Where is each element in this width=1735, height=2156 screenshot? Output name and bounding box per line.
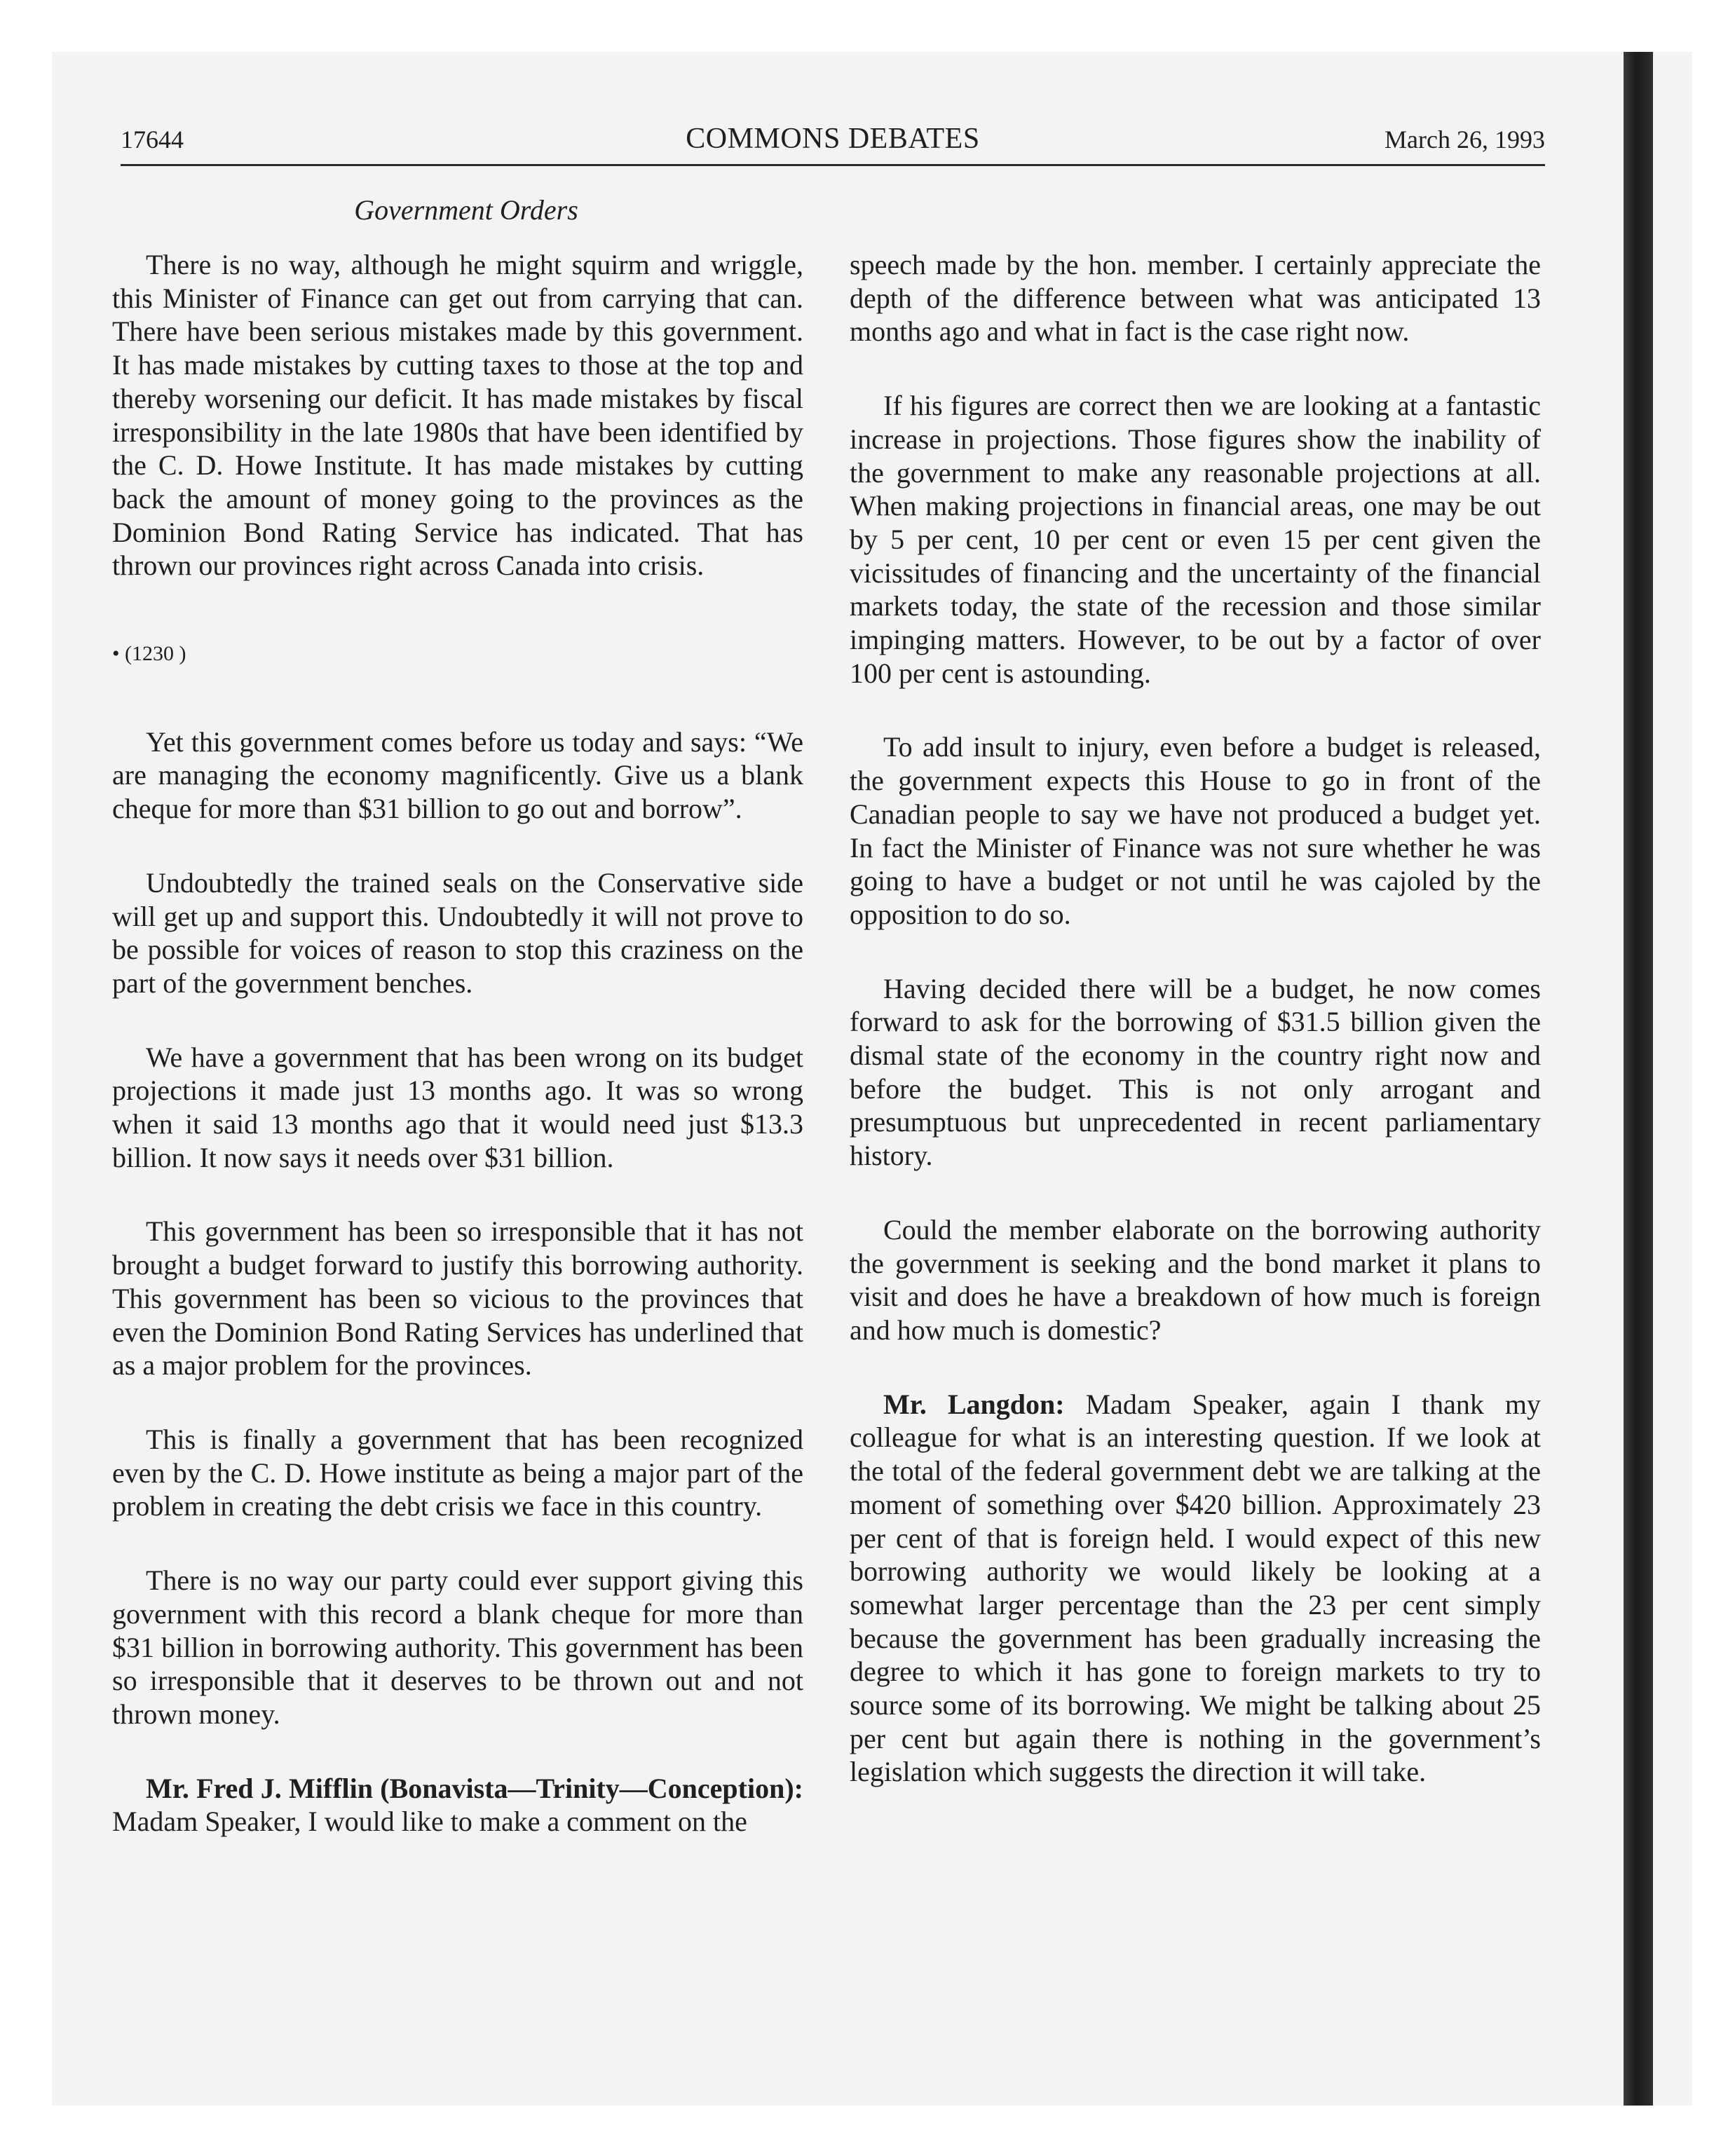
paragraph: We have a government that has been wrong on its budget projections it made just 13 months ago. It was so wrong when it said 13 months ago that it would need just $13.3 billion. It now says it needs over $31 billion. bbox=[112, 1041, 803, 1173]
section-title: Government Orders bbox=[354, 194, 578, 226]
paragraph: Undoubtedly the trained seals on the Conservative side will get up and support this. Undoubtedly it will not prove to be possible for voices of reason to stop this craziness on the part of the government benches. bbox=[112, 866, 803, 999]
speaker-paragraph bbox=[112, 1772, 803, 1838]
publication-title: COMMONS DEBATES bbox=[686, 123, 980, 155]
header-rule bbox=[121, 164, 1545, 166]
speaker-name: Mr. Langdon: bbox=[883, 1388, 1065, 1420]
publication-date: March 26, 1993 bbox=[1384, 125, 1545, 153]
paragraph: To add insult to injury, even before a budget is released, the government expects this House to go in front of the Canadian people to say we have not produced a budget yet. In fact the Minister of Finance was not sure whether he was going to have a budget or not until he was cajoled by the opposition to do so. bbox=[850, 731, 1541, 930]
speaker-paragraph bbox=[850, 1388, 1541, 1789]
paragraph: Could the member elaborate on the borrowing authority the government is seeking and the bond market it plans to visit and does he have a breakdown of how much is foreign and how much is domestic? bbox=[850, 1213, 1541, 1346]
paragraph: This government has been so irresponsible that it has not brought a budget forward to justify this borrowing authority. This government has been so vicious to the provinces that even the Dominion Bond Rating Services has underlined that as a major problem for the provinces. bbox=[112, 1215, 803, 1381]
paragraph: There is no way our party could ever support giving this government with this record a blank cheque for more than $31 billion in borrowing authority. This government has been so irresponsible that it deserves to be thrown out and not thrown money. bbox=[112, 1564, 803, 1730]
speech-text: Madam Speaker, again I thank my colleague for what is an interesting question. If we look at the total of the federal government debt we are talking at the moment of something over $420 billion. Approximately 23 per cent of that is foreign held. I would expect of this new borrowing authority we would likely be looking at a somewhat larger percentage than the 23 per cent simply because the government has been gradually increasing the degree to which it has gone to foreign markets to try to source some of its borrowing. We might be talking about 25 per cent but again there is nothing in the government’s legislation which suggests the direction it will take. bbox=[850, 1388, 1541, 1788]
paragraph: Having decided there will be a budget, he now comes forward to ask for the borrowing of $31.5 billion given the dismal state of the economy in the country right now and before the budget. This is not only arrogant and presumptuous but unprecedented in recent parliamentary history. bbox=[850, 972, 1541, 1172]
paragraph: There is no way, although he might squirm and wriggle, this Minister of Finance can get out from carrying that can. There have been serious mistakes made by this government. It has made mistakes by cutting taxes to those at the top and thereby worsening our deficit. It has made mistakes by fiscal irresponsibility in the late 1980s that have been identified by the C. D. Howe Institute. It has made mistakes by cutting back the amount of money going to the provinces as the Dominion Bond Rating Service has indicated. That has thrown our provinces right across Canada into crisis. bbox=[112, 249, 803, 582]
scan-edge-shadow bbox=[1624, 52, 1653, 2106]
paragraph: speech made by the hon. member. I certainly appreciate the depth of the difference between what was anticipated 13 months ago and what in fact is the case right now. bbox=[850, 249, 1541, 348]
speaker-name: Mr. Fred J. Mifflin (Bonavista—Trinity—Conception): bbox=[146, 1772, 803, 1804]
paragraph: If his figures are correct then we are looking at a fantastic increase in projections. Those figures show the inability of the government to make any reasonable projections at all. When making projections in financial areas, one may be out by 5 per cent, 10 per cent or even 15 per cent given the vicissitudes of financing and the uncertainty of the financial markets today, the state of the recession and those similar impinging matters. However, to be out by a factor of over 100 per cent is astounding. bbox=[850, 390, 1541, 689]
time-marker: • (1230 ) bbox=[112, 642, 186, 666]
paragraph: This is finally a government that has been recognized even by the C. D. Howe institute as being a major part of the problem in creating the debt crisis we face in this country. bbox=[112, 1423, 803, 1522]
page-number: 17644 bbox=[121, 125, 184, 153]
left-column bbox=[112, 248, 803, 1838]
paragraph: Yet this government comes before us today and says: “We are managing the economy magnificently. Give us a blank cheque for more than $31 billion to go out and borrow”. bbox=[112, 725, 803, 825]
right-column bbox=[850, 248, 1541, 1789]
speech-text: Madam Speaker, I would like to make a comment on the bbox=[112, 1806, 747, 1838]
page-header bbox=[121, 119, 1545, 168]
